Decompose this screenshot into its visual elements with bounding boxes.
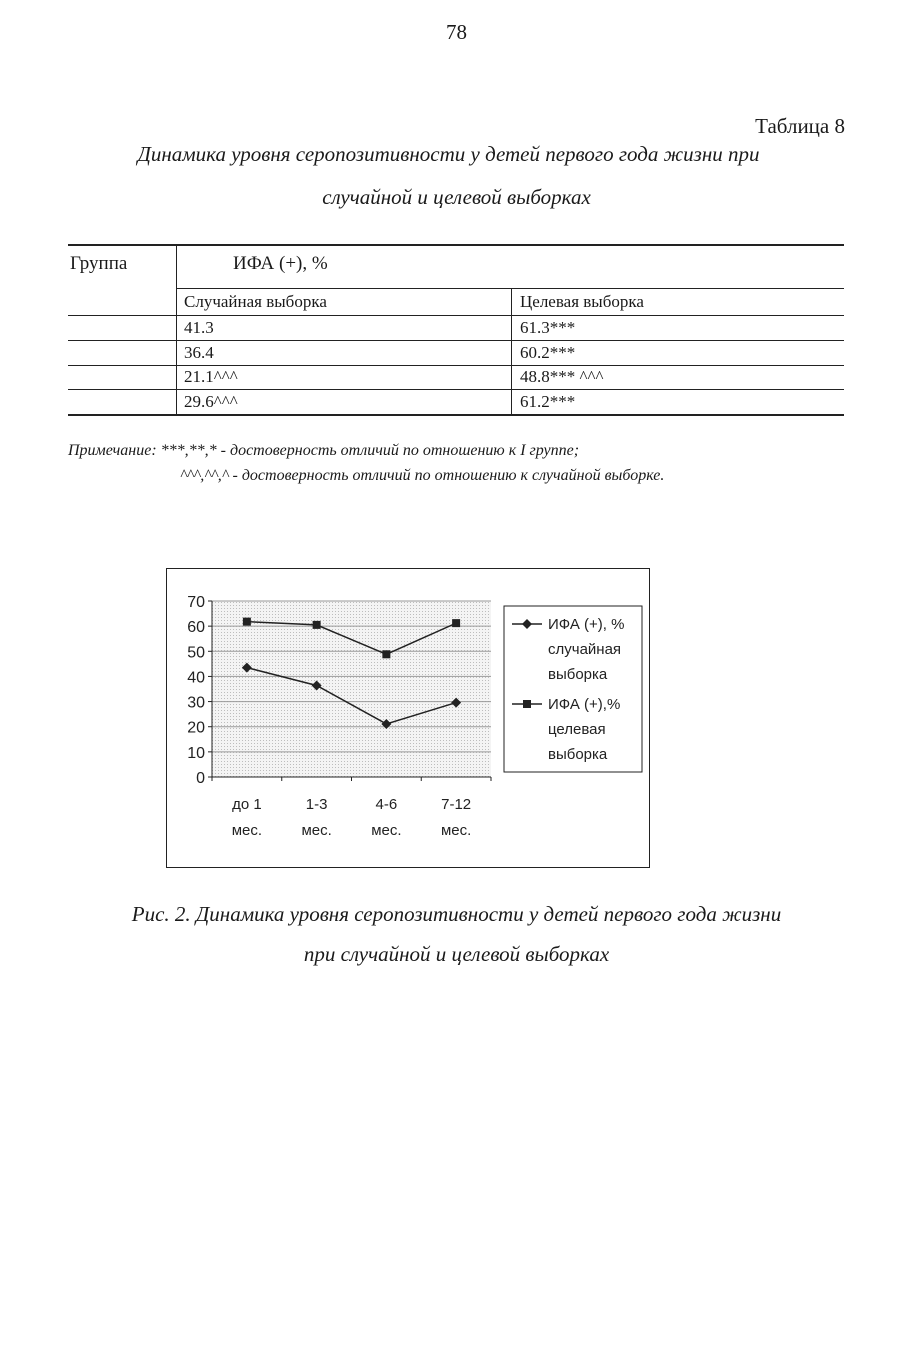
y-tick-label: 60 bbox=[187, 619, 205, 637]
data-table bbox=[68, 244, 844, 416]
x-tick-label: мес. bbox=[231, 822, 263, 839]
table-note bbox=[68, 438, 868, 488]
x-tick-label: до 1 bbox=[232, 796, 262, 813]
legend-label: ИФА (+), % bbox=[548, 616, 625, 633]
header-ifa: ИФА (+), % bbox=[233, 253, 328, 274]
legend-swatch-marker bbox=[523, 700, 531, 708]
legend-label: случайная bbox=[548, 641, 622, 658]
cell-target: 61.3*** bbox=[520, 318, 576, 337]
table-col-divider bbox=[511, 288, 512, 416]
chart bbox=[166, 568, 650, 868]
legend-label: выборка bbox=[548, 666, 608, 683]
table-rule-subheader bbox=[176, 288, 844, 289]
table-title-line-1: Динамика уровня серопозитивности у детей первого года жизни при bbox=[137, 142, 760, 166]
table-rule bbox=[68, 389, 844, 390]
cell-random: 21.1^^^ bbox=[184, 367, 238, 386]
plot-area bbox=[212, 601, 491, 777]
table-label: Таблица 8 bbox=[755, 114, 845, 138]
note-line-2: ^^^,^^,^ - достоверность отличий по отношению к случайной выборке. bbox=[180, 467, 665, 484]
y-tick-label: 30 bbox=[187, 694, 205, 712]
y-tick-label: 40 bbox=[187, 669, 205, 687]
data-point bbox=[243, 618, 251, 626]
data-point bbox=[382, 650, 390, 658]
x-tick-label: мес. bbox=[301, 822, 332, 839]
figure-caption-line-2: при случайной и целевой выборках bbox=[303, 942, 610, 966]
table-rule bbox=[68, 315, 844, 316]
data-point bbox=[313, 621, 321, 629]
x-tick-label: 1-3 bbox=[305, 796, 328, 813]
data-point bbox=[452, 619, 460, 627]
y-tick-label: 20 bbox=[187, 719, 205, 737]
cell-random: 36.4 bbox=[184, 343, 214, 362]
table-rule bbox=[68, 340, 844, 341]
x-tick-label: мес. bbox=[371, 822, 402, 839]
page-number: 78 bbox=[446, 20, 467, 44]
table-rule-top bbox=[68, 244, 844, 246]
figure-caption-line-1: Рис. 2. Динамика уровня серопозитивности у детей первого года жизни bbox=[131, 902, 782, 926]
cell-target: 60.2*** bbox=[520, 343, 576, 362]
header-random-sample: Случайная выборка bbox=[184, 292, 327, 311]
x-tick-label: мес. bbox=[440, 822, 472, 839]
header-group: Группа bbox=[70, 253, 128, 274]
cell-random: 29.6^^^ bbox=[184, 392, 238, 411]
table-col-divider bbox=[176, 244, 177, 416]
cell-target: 48.8*** ^^^ bbox=[520, 367, 604, 386]
note-line-1: Примечание: ***,**,* - достоверность отличий по отношению к I группе; bbox=[68, 442, 580, 459]
legend-label: целевая bbox=[548, 721, 606, 738]
table-rule bbox=[68, 365, 844, 366]
y-tick-label: 0 bbox=[196, 770, 205, 787]
x-tick-label: 7-12 bbox=[441, 796, 472, 813]
chart-svg bbox=[167, 569, 651, 869]
legend-label: ИФА (+),% bbox=[548, 696, 621, 713]
cell-target: 61.2*** bbox=[520, 392, 576, 411]
y-tick-label: 10 bbox=[187, 744, 205, 762]
y-tick-label: 50 bbox=[187, 644, 205, 662]
table-rule-bottom bbox=[68, 414, 844, 416]
table-title-line-2: случайной и целевой выборках bbox=[322, 185, 591, 209]
cell-random: 41.3 bbox=[184, 318, 214, 337]
y-tick-label: 70 bbox=[187, 594, 205, 611]
header-target-sample: Целевая выборка bbox=[520, 292, 644, 311]
legend-label: выборка bbox=[548, 746, 608, 763]
x-tick-label: 4-6 bbox=[375, 796, 398, 813]
